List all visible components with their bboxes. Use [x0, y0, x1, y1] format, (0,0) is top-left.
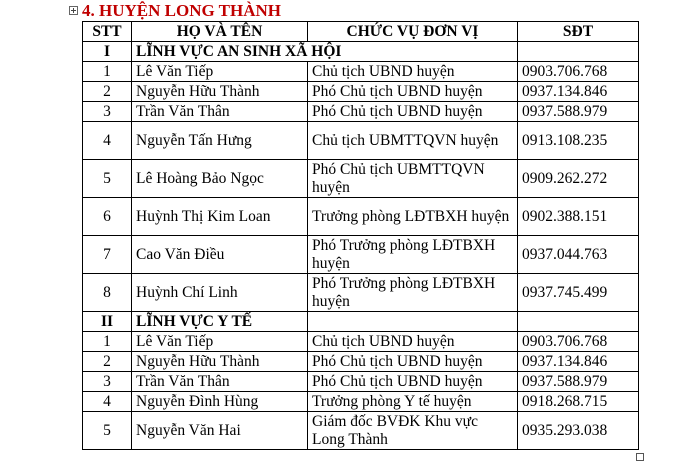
- row-stt: 7: [83, 236, 132, 274]
- table-resize-handle-icon[interactable]: [636, 453, 644, 461]
- row-stt: 3: [83, 102, 132, 122]
- row-phone: 0937.044.763: [518, 236, 639, 274]
- header-name: HỌ VÀ TÊN: [132, 22, 308, 42]
- row-stt: 4: [83, 122, 132, 160]
- row-name: Lê Hoàng Bảo Ngọc: [132, 160, 308, 198]
- row-name: Cao Văn Điều: [132, 236, 308, 274]
- row-phone: 0937.588.979: [518, 102, 639, 122]
- row-name: Nguyễn Văn Hai: [132, 412, 308, 450]
- table-row: [83, 160, 639, 198]
- row-phone: 0903.706.768: [518, 332, 639, 352]
- header-position: CHỨC VỤ ĐƠN VỊ: [308, 22, 518, 42]
- table-row: [83, 198, 639, 236]
- document-heading: 4. HUYỆN LONG THÀNH: [82, 1, 281, 20]
- row-phone: 0903.706.768: [518, 62, 639, 82]
- row-position: Chủ tịch UBND huyện: [308, 62, 518, 82]
- row-position: Giám đốc BVĐK Khu vực Long Thành: [308, 412, 518, 450]
- row-stt: 2: [83, 352, 132, 372]
- contact-table: [82, 21, 639, 450]
- row-phone: 0937.134.846: [518, 82, 639, 102]
- row-stt: 5: [83, 160, 132, 198]
- table-header-row: [83, 22, 639, 42]
- row-name: Huỳnh Chí Linh: [132, 274, 308, 312]
- row-position: Phó Chủ tịch UBND huyện: [308, 102, 518, 122]
- section-title: LĨNH VỰC Y TẾ: [132, 312, 308, 332]
- section-title: LĨNH VỰC AN SINH XÃ HỘI: [132, 42, 518, 62]
- row-stt: 6: [83, 198, 132, 236]
- row-position: Phó Chủ tịch UBND huyện: [308, 82, 518, 102]
- row-position: Phó Chủ tịch UBMTTQVN huyện: [308, 160, 518, 198]
- row-position: Phó Chủ tịch UBND huyện: [308, 372, 518, 392]
- row-stt: 1: [83, 332, 132, 352]
- table-row: [83, 392, 639, 412]
- row-stt: 2: [83, 82, 132, 102]
- table-row: [83, 102, 639, 122]
- row-phone: 0937.134.846: [518, 352, 639, 372]
- row-position: Chủ tịch UBMTTQVN huyện: [308, 122, 518, 160]
- header-phone: SĐT: [518, 22, 639, 42]
- row-stt: 3: [83, 372, 132, 392]
- row-name: Lê Văn Tiếp: [132, 62, 308, 82]
- table-row: [83, 62, 639, 82]
- empty-cell: [518, 312, 639, 332]
- row-name: Nguyễn Đình Hùng: [132, 392, 308, 412]
- row-name: Trần Văn Thân: [132, 102, 308, 122]
- empty-cell: [518, 42, 639, 62]
- section-row: [83, 42, 639, 62]
- table-row: [83, 122, 639, 160]
- table-row: [83, 412, 639, 450]
- row-phone: 0935.293.038: [518, 412, 639, 450]
- row-position: Phó Trưởng phòng LĐTBXH huyện: [308, 236, 518, 274]
- row-phone: 0918.268.715: [518, 392, 639, 412]
- row-phone: 0937.745.499: [518, 274, 639, 312]
- row-phone: 0909.262.272: [518, 160, 639, 198]
- empty-cell: [308, 312, 518, 332]
- row-name: Nguyễn Hữu Thành: [132, 82, 308, 102]
- table-move-handle-icon[interactable]: [69, 6, 78, 15]
- row-phone: 0937.588.979: [518, 372, 639, 392]
- row-name: Nguyễn Hữu Thành: [132, 352, 308, 372]
- row-position: Phó Chủ tịch UBND huyện: [308, 352, 518, 372]
- row-stt: 1: [83, 62, 132, 82]
- section-number: I: [83, 42, 132, 62]
- row-phone: 0913.108.235: [518, 122, 639, 160]
- table-row: [83, 274, 639, 312]
- row-name: Lê Văn Tiếp: [132, 332, 308, 352]
- row-position: Trưởng phòng Y tế huyện: [308, 392, 518, 412]
- row-name: Huỳnh Thị Kim Loan: [132, 198, 308, 236]
- row-stt: 8: [83, 274, 132, 312]
- row-stt: 5: [83, 412, 132, 450]
- section-number: II: [83, 312, 132, 332]
- row-stt: 4: [83, 392, 132, 412]
- row-name: Nguyễn Tấn Hưng: [132, 122, 308, 160]
- table-row: [83, 82, 639, 102]
- row-phone: 0902.388.151: [518, 198, 639, 236]
- section-row: [83, 312, 639, 332]
- row-name: Trần Văn Thân: [132, 372, 308, 392]
- table-row: [83, 352, 639, 372]
- table-row: [83, 372, 639, 392]
- row-position: Phó Trưởng phòng LĐTBXH huyện: [308, 274, 518, 312]
- table-row: [83, 236, 639, 274]
- row-position: Trưởng phòng LĐTBXH huyện: [308, 198, 518, 236]
- header-stt: STT: [83, 22, 132, 42]
- table-row: [83, 332, 639, 352]
- row-position: Chủ tịch UBND huyện: [308, 332, 518, 352]
